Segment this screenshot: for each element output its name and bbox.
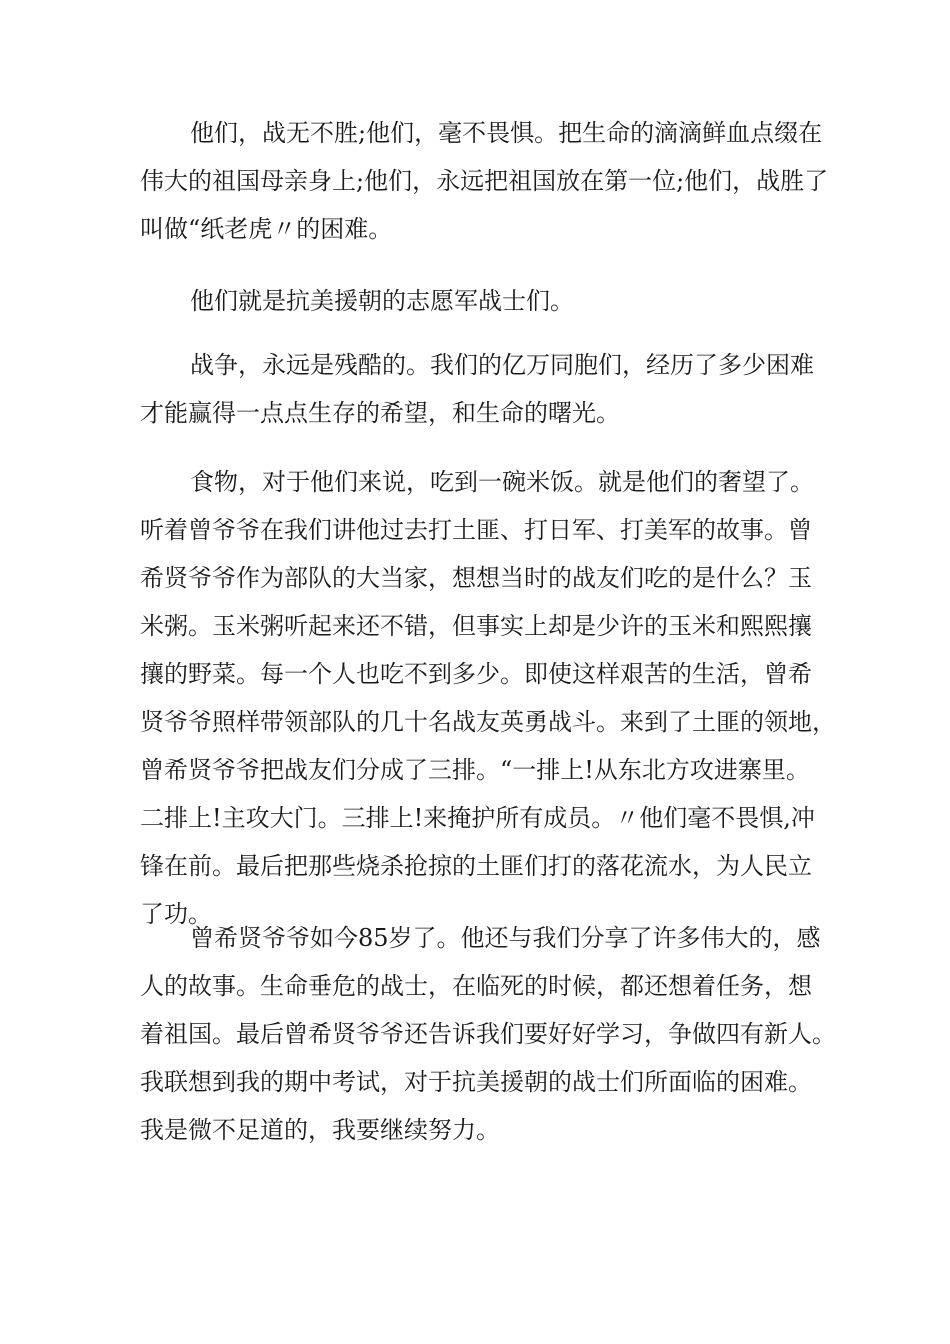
text-line: 他们就是抗美援朝的志愿军战士们。: [190, 287, 574, 315]
text-line: 二排上!主攻大门。三排上!来掩护所有成员。〃他们毫不畏惧,冲: [140, 804, 815, 832]
text-line: 曾希贤爷爷把战友们分成了三排。“一排上!从东北方攻进寨里。: [140, 756, 810, 784]
text-line: 叫做“纸老虎〃的困难。: [140, 215, 393, 243]
text-line: 米粥。玉米粥听起来还不错，但事实上却是少许的玉米和熙熙攘: [140, 612, 812, 640]
text-line: 人的故事。生命垂危的战士，在临死的时候，都还想着任务，想: [140, 972, 812, 1000]
text-line: 才能赢得一点点生存的希望，和生命的曙光。: [140, 399, 620, 427]
text-line: 贤爷爷照样带领部队的几十名战友英勇战斗。来到了土匪的领地，: [140, 708, 836, 736]
text-line: 我是微不足道的，我要继续努力。: [140, 1116, 500, 1144]
paragraph-heroes-intro: [140, 109, 829, 253]
text-line: 食物，对于他们来说，吃到一碗米饭。就是他们的奢望了。: [190, 468, 814, 496]
text-line: 着祖国。最后曾希贤爷爷还告诉我们要好好学习，争做四有新人。: [140, 1020, 836, 1048]
text-line: 曾希贤爷爷如今85岁了。他还与我们分享了许多伟大的，感: [190, 924, 821, 952]
text-line: 战争，永远是残酷的。我们的亿万同胞们，经历了多少困难: [190, 351, 814, 379]
text-line: 伟大的祖国母亲身上;他们，永远把祖国放在第一位;他们，战胜了: [140, 167, 829, 195]
paragraph-conclusion: [140, 914, 836, 1154]
text-line: 我联想到我的期中考试，对于抗美援朝的战士们所面临的困难。: [140, 1068, 812, 1096]
text-line: 攘的野菜。每一个人也吃不到多少。即使这样艰苦的生活，曾希: [140, 660, 812, 688]
text-line: 希贤爷爷作为部队的大当家，想想当时的战友们吃的是什么？玉: [140, 564, 812, 592]
text-line: 他们，战无不胜;他们，毫不畏惧。把生命的滴滴鲜血点缀在: [190, 119, 823, 147]
paragraph-volunteers: [140, 277, 820, 325]
text-line: 听着曾爷爷在我们讲他过去打土匪、打日军、打美军的故事。曾: [140, 516, 812, 544]
text-line: 了功。: [140, 900, 212, 928]
text-line: 锋在前。最后把那些烧杀抢掠的土匪们打的落花流水，为人民立: [140, 852, 812, 880]
paragraph-war-cruel: [140, 341, 820, 437]
